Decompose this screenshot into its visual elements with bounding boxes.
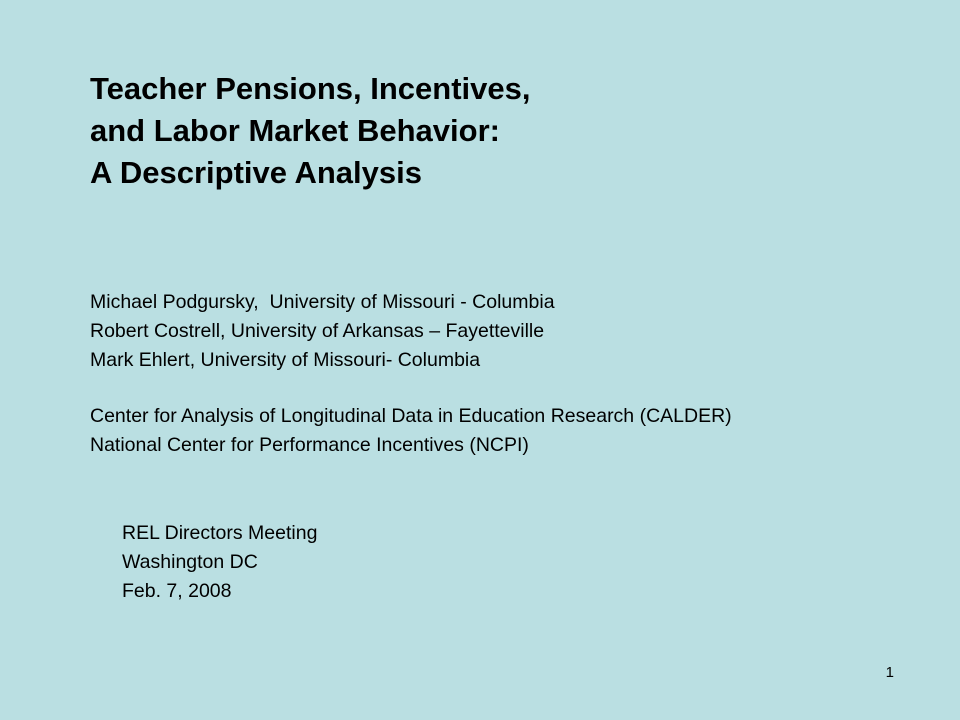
event-location: Washington DC bbox=[122, 551, 258, 573]
author-line-2: Robert Costrell, University of Arkansas – Fayetteville bbox=[90, 320, 545, 342]
title-line-2: and Labor Market Behavior: bbox=[90, 113, 500, 148]
event-details bbox=[122, 519, 522, 606]
authors-list bbox=[90, 288, 930, 375]
title-line-1: Teacher Pensions, Incentives, bbox=[90, 71, 531, 106]
center-line-2: National Center for Performance Incentives (NCPI) bbox=[90, 434, 529, 456]
author-line-3: Mark Ehlert, University of Missouri- Columbia bbox=[90, 349, 481, 371]
author-line-1: Michael Podgursky, University of Missouri - Columbia bbox=[90, 291, 555, 313]
center-line-1: Center for Analysis of Longitudinal Data in Education Research (CALDER) bbox=[90, 405, 732, 427]
centers-list bbox=[90, 402, 930, 460]
event-date: Feb. 7, 2008 bbox=[122, 580, 232, 602]
slide-number: 1 bbox=[885, 664, 894, 681]
title-line-3: A Descriptive Analysis bbox=[90, 155, 422, 190]
event-name: REL Directors Meeting bbox=[122, 522, 318, 544]
slide-title bbox=[90, 68, 850, 194]
